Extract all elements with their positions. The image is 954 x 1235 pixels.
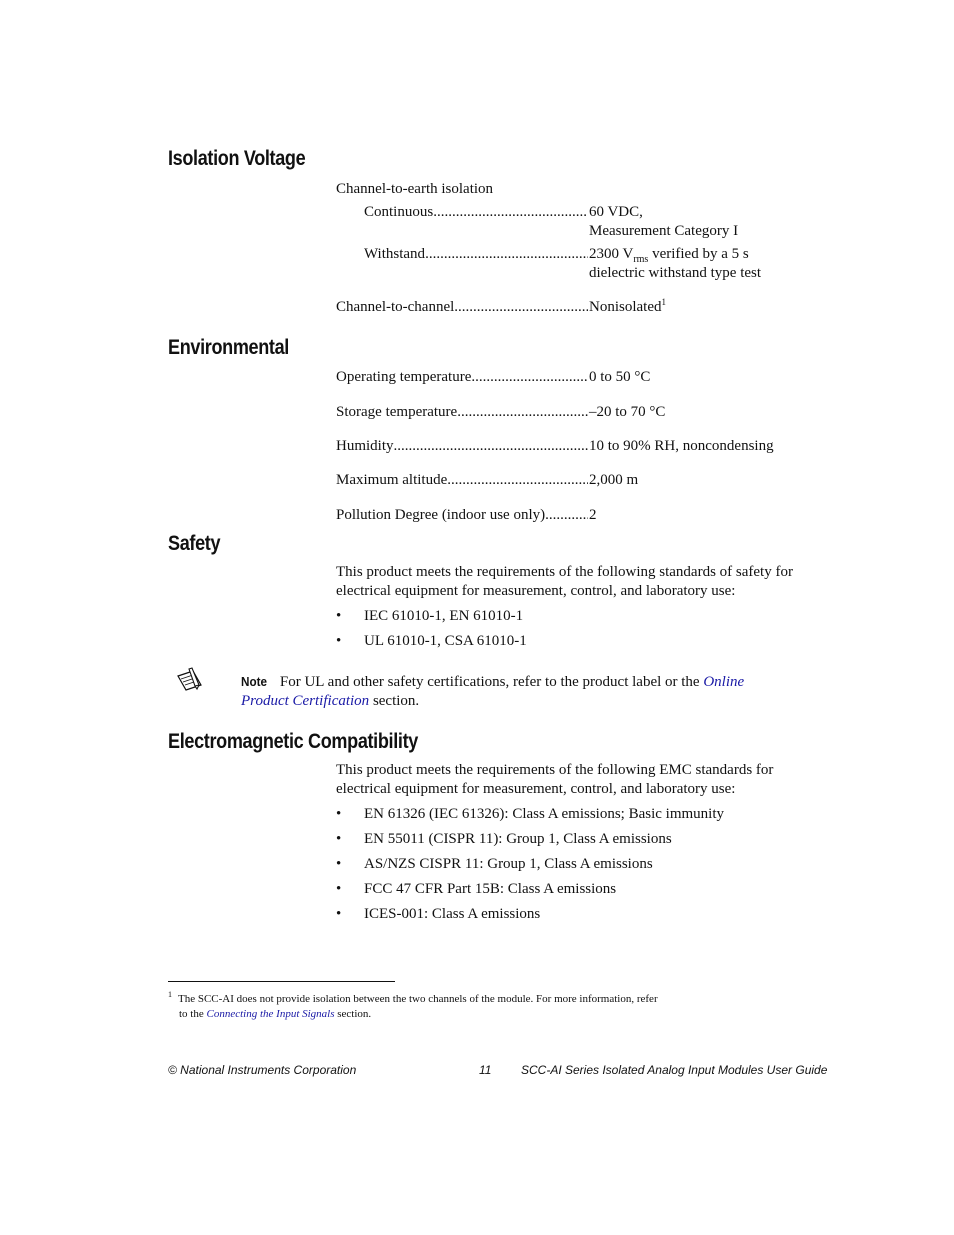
channel-to-earth-label: Channel-to-earth isolation <box>336 181 494 197</box>
spec-label: Withstand <box>364 246 426 262</box>
footer-document-title: SCC-AI Series Isolated Analog Input Modules User Guide <box>521 1063 828 1077</box>
spec-value <box>589 298 666 317</box>
footnote <box>168 992 658 1022</box>
list-item-text: AS/NZS CISPR 11: Group 1, Class A emissions <box>364 856 653 872</box>
spec-pollution-degree <box>336 506 588 525</box>
spec-operating-temperature <box>336 368 588 387</box>
spec-value-text: Nonisolated <box>589 299 662 315</box>
list-item-text: EN 55011 (CISPR 11): Group 1, Class A emissions <box>364 831 672 847</box>
leader-dots <box>545 506 588 525</box>
spec-value: 60 VDC, <box>589 204 643 220</box>
spec-value-text: 2300 V <box>589 246 634 262</box>
safety-note <box>241 672 781 711</box>
spec-value: dielectric withstand type test <box>589 265 762 281</box>
section-heading-safety: Safety <box>168 532 221 555</box>
leader-dots <box>394 437 588 456</box>
spec-label: Storage temperature <box>336 404 458 420</box>
bullet-marker: • <box>336 633 342 649</box>
spec-label: Channel-to-channel <box>336 299 455 315</box>
spec-label: Pollution Degree (indoor use only) <box>336 507 546 523</box>
rms-subscript: rms <box>633 254 649 265</box>
list-item <box>336 880 616 899</box>
spec-continuous <box>364 203 588 222</box>
section-heading-emc: Electromagnetic Compatibility <box>168 730 418 753</box>
footnote-rule <box>168 981 395 982</box>
bullet-marker: • <box>336 806 342 822</box>
spec-value: 10 to 90% RH, noncondensing <box>589 438 774 454</box>
note-label: Note <box>241 674 268 689</box>
spec-maximum-altitude <box>336 471 588 490</box>
spec-value: –20 to 70 °C <box>589 404 666 420</box>
list-item-text: FCC 47 CFR Part 15B: Class A emissions <box>364 881 617 897</box>
safety-intro: This product meets the requirements of the following standards of safety for electrical equipment for measurement, control, and laboratory use: <box>336 564 793 599</box>
list-item <box>336 632 527 651</box>
list-item <box>336 905 540 924</box>
list-item <box>336 607 523 626</box>
leader-dots <box>447 471 588 490</box>
emc-intro: This product meets the requirements of the following EMC standards for electrical equipment for measurement, control, and laboratory use: <box>336 762 774 797</box>
footer-page-number: 11 <box>479 1063 492 1077</box>
list-item <box>336 830 672 849</box>
bullet-marker: • <box>336 856 342 872</box>
bullet-marker: • <box>336 831 342 847</box>
section-heading-isolation-voltage: Isolation Voltage <box>168 147 306 170</box>
footnote-text: section. <box>337 1008 372 1020</box>
pencil-on-notepad-icon <box>175 667 205 695</box>
spec-channel-to-channel <box>336 298 588 317</box>
list-item-text: ICES-001: Class A emissions <box>364 906 541 922</box>
bullet-marker: • <box>336 906 342 922</box>
spec-value <box>589 245 749 264</box>
spec-label: Maximum altitude <box>336 472 448 488</box>
spec-value: 0 to 50 °C <box>589 369 651 385</box>
list-item <box>336 855 653 874</box>
list-item-text: UL 61010-1, CSA 61010-1 <box>364 633 527 649</box>
online-product-certification-link[interactable]: Online Product Certification <box>241 674 745 709</box>
leader-dots <box>454 298 588 317</box>
footnote-text: The SCC-AI does not provide isolation between the two channels of the module. For more information, refer <box>178 993 658 1005</box>
note-text: section. <box>372 693 420 709</box>
bullet-marker: • <box>336 608 342 624</box>
spec-humidity <box>336 437 588 456</box>
footer-copyright: © National Instruments Corporation <box>168 1063 357 1077</box>
spec-value-text: verified by a 5 s <box>648 246 749 262</box>
bullet-marker: • <box>336 881 342 897</box>
spec-value: 2,000 m <box>589 472 639 488</box>
section-heading-environmental: Environmental <box>168 336 289 359</box>
leader-dots <box>425 245 588 264</box>
spec-storage-temperature <box>336 403 588 422</box>
list-item-text: EN 61326 (IEC 61326): Class A emissions; Basic immunity <box>364 806 724 822</box>
leader-dots <box>471 368 588 387</box>
spec-value: 2 <box>589 507 597 523</box>
footnote-mark: 1 <box>168 990 172 1000</box>
footnote-marker[interactable]: 1 <box>661 297 666 307</box>
connecting-input-signals-link[interactable]: Connecting the Input Signals <box>206 1008 335 1020</box>
list-item <box>336 805 724 824</box>
note-text: For UL and other safety certifications, refer to the product label or the <box>279 674 700 690</box>
leader-dots <box>433 203 588 222</box>
spec-withstand <box>364 245 588 264</box>
leader-dots <box>457 403 588 422</box>
spec-value: Measurement Category I <box>589 223 739 239</box>
spec-label: Continuous <box>364 204 434 220</box>
spec-label: Humidity <box>336 438 394 454</box>
list-item-text: IEC 61010-1, EN 61010-1 <box>364 608 524 624</box>
spec-label: Operating temperature <box>336 369 472 385</box>
footnote-text: to the <box>179 1008 204 1020</box>
